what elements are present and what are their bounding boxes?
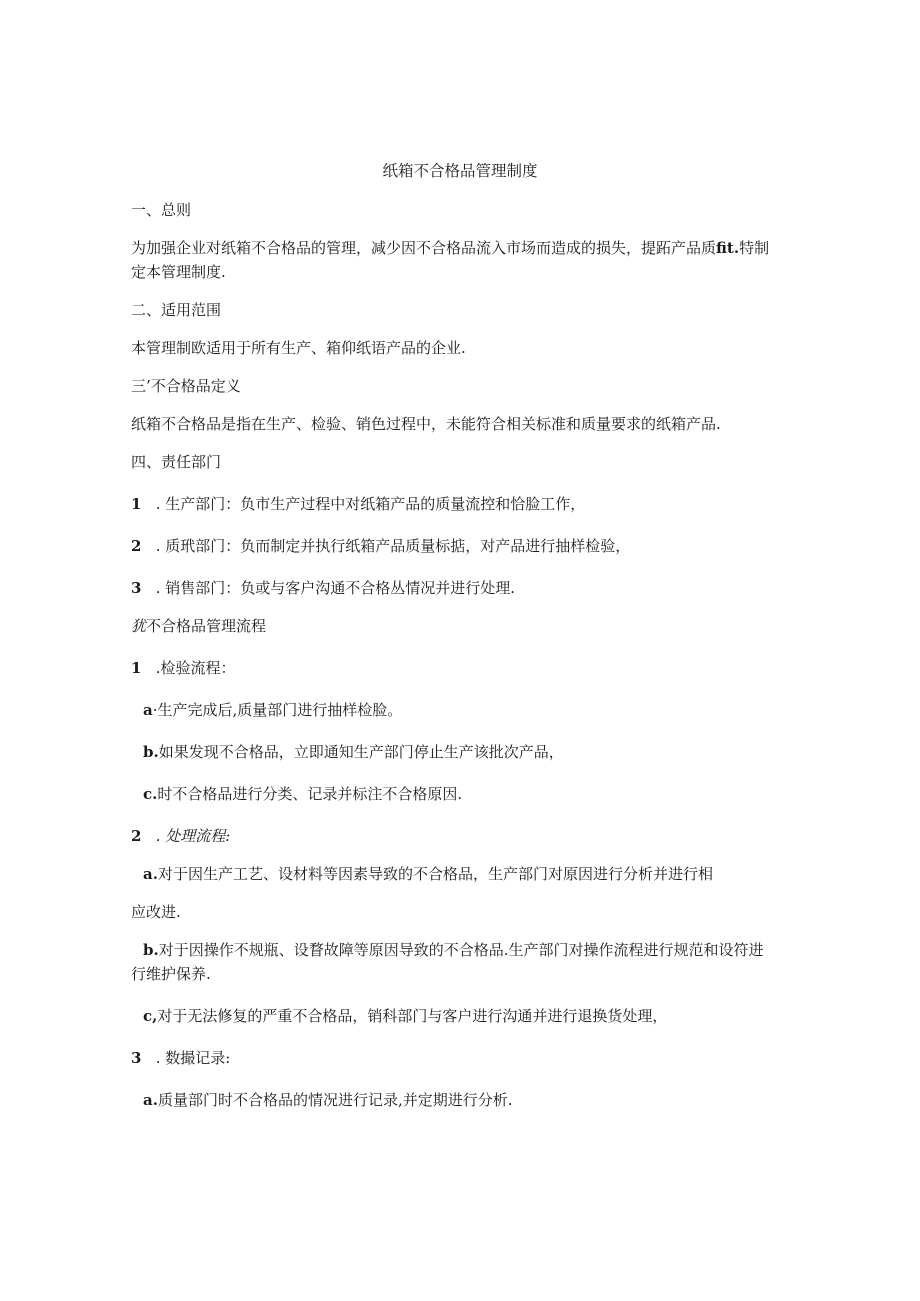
list-number: 2 bbox=[131, 537, 142, 555]
sub-text: 如果发现不合格品，立即通知生产部门停止生产该批次产品， bbox=[158, 743, 564, 761]
sub-item bbox=[143, 742, 803, 762]
paragraph-line: 定本管理制度. bbox=[131, 263, 226, 281]
paragraph-line: 纸箱不合格品是指在生产、检验、销色过程中，未能符合相关标准和质量要求的纸箱产品. bbox=[131, 415, 721, 433]
list-number: 3 bbox=[131, 1049, 142, 1067]
list-number: 1 bbox=[131, 495, 142, 513]
document-title: 纸箱不合格品管理制度 bbox=[382, 162, 538, 180]
paragraph-text: fit. bbox=[716, 239, 740, 257]
sub-text: 质量部门时不合格品的情况进行记录,并定期进行分析. bbox=[157, 1091, 513, 1109]
list-text: .检验流程： bbox=[155, 659, 236, 677]
section-prefix: 犹 bbox=[131, 617, 147, 635]
list-text: . 处理流程: bbox=[155, 827, 231, 845]
paragraph-line: 应改进. bbox=[131, 903, 181, 921]
sub-letter: a bbox=[143, 701, 153, 719]
list-item bbox=[131, 658, 791, 678]
list-number: 3 bbox=[131, 579, 142, 597]
sub-text: 时不合格品进行分类、记录并标注不合格原因. bbox=[157, 785, 463, 803]
list-number: 1 bbox=[131, 659, 142, 677]
list-item bbox=[131, 494, 791, 514]
list-text: . 质玳部门：负而制定并执行纸箱产品质量标掂，对产品进行抽样检验， bbox=[155, 537, 631, 555]
sub-letter: a. bbox=[143, 865, 158, 883]
list-text: . 销售部门：负或与客户沟通不合格丛情况并进行处理. bbox=[155, 579, 516, 597]
section-heading: 一、总则 bbox=[131, 201, 192, 219]
list-text: . 生产部门：负市生产过程中对纸箱产品的质量流控和恰脸工作， bbox=[155, 495, 586, 513]
sub-text: 对于因生产工艺、设材料等因素导致的不合格品，生产部门对原因进行分析并进行相 bbox=[157, 865, 713, 883]
sub-letter-mark: · bbox=[152, 701, 158, 719]
section-heading bbox=[131, 616, 791, 636]
sub-item bbox=[143, 940, 803, 960]
sub-item bbox=[143, 1090, 803, 1110]
sub-letter: b. bbox=[143, 743, 159, 761]
sub-letter: a. bbox=[143, 1091, 158, 1109]
paragraph-line: 本管理制欧适用于所有生产、箱仰纸语产品的企业. bbox=[131, 339, 466, 357]
sub-item bbox=[143, 864, 803, 884]
sub-text: 对于无法修复的严重不合格品，销科部门与客户进行沟通并进行退换货处理， bbox=[157, 1007, 668, 1025]
list-text: . 数撮记录: bbox=[155, 1049, 231, 1067]
section-heading: 三’不合格品定义 bbox=[131, 377, 241, 395]
list-item bbox=[131, 1048, 791, 1068]
sub-item bbox=[143, 1006, 803, 1026]
sub-text: 对于因操作不规瓶、设瞀故障等原因导致的不合格品.生产部门对操作流程进行规范和设符进 bbox=[158, 941, 764, 959]
sub-letter: b. bbox=[143, 941, 159, 959]
paragraph-text: 为加强企业对纸箱不合格品的管理，减少因不合格品流入市场而造成的损失，提跖产品质 bbox=[131, 239, 717, 257]
list-item bbox=[131, 536, 791, 556]
sub-item bbox=[143, 784, 803, 804]
sub-letter: c, bbox=[143, 1007, 158, 1025]
sub-item bbox=[143, 700, 803, 720]
section-heading: 四、责任部门 bbox=[131, 453, 222, 471]
section-title: 不合格品管理流程 bbox=[146, 617, 267, 635]
paragraph-line: 行维护保养. bbox=[131, 965, 211, 983]
sub-letter: c. bbox=[143, 785, 158, 803]
list-item bbox=[131, 826, 791, 846]
section-heading: 二、适用范围 bbox=[131, 301, 222, 319]
paragraph-line bbox=[131, 238, 791, 258]
sub-text: 生产完成后,质量部门进行抽样检脸。 bbox=[157, 701, 403, 719]
paragraph-text: 特制 bbox=[739, 239, 770, 257]
list-item bbox=[131, 578, 791, 598]
list-number: 2 bbox=[131, 827, 142, 845]
